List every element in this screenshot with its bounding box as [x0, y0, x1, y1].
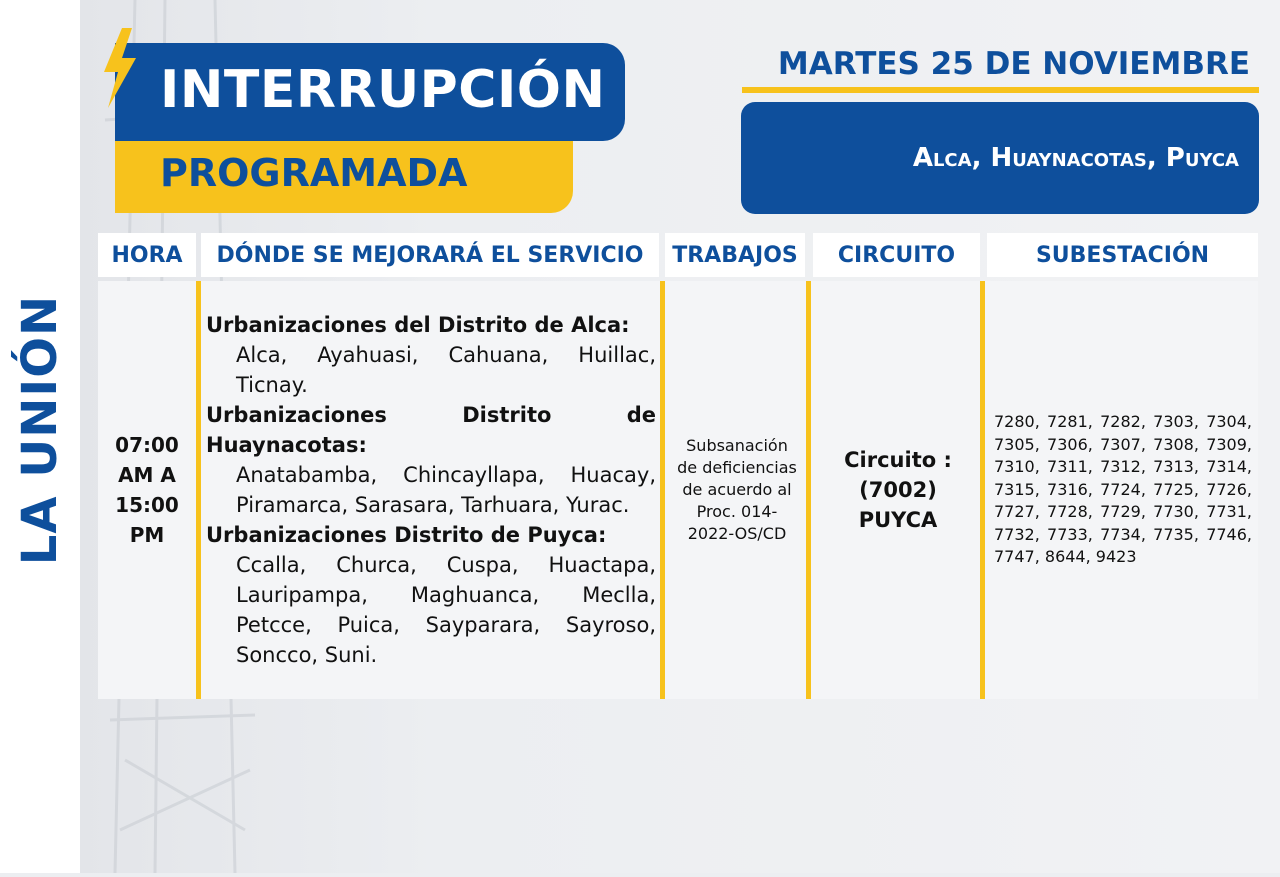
district-group-huaynacotas	[206, 400, 656, 520]
column-divider	[980, 281, 985, 699]
column-header-circuito: CIRCUITO	[813, 233, 980, 277]
column-divider	[196, 281, 201, 699]
region-label: LA UNIÓN	[12, 294, 68, 566]
lightning-bolt-icon	[100, 28, 140, 108]
places-label: Alca, Huaynacotas, Puyca	[912, 143, 1239, 173]
cell-donde	[206, 281, 656, 699]
column-header-donde: DÓNDE SE MEJORARÁ EL SERVICIO	[201, 233, 659, 277]
cell-subestacion	[992, 281, 1254, 699]
district-items: Anatabamba, Chincayllapa, Huacay, Piramarca, Sarasara, Tarhuara, Yurac.	[236, 463, 656, 517]
page-title: INTERRUPCIÓN	[160, 60, 606, 120]
cell-circuito	[818, 281, 978, 699]
district-title: Urbanizaciones del Distrito de Alca:	[206, 313, 630, 337]
column-header-trabajos: TRABAJOS	[665, 233, 805, 277]
region-vertical-title	[0, 230, 80, 630]
date-underline	[742, 87, 1259, 93]
column-divider	[806, 281, 811, 699]
date-label: MARTES 25 DE NOVIEMBRE	[777, 46, 1250, 82]
district-group-puyca	[206, 520, 656, 670]
district-items: Ccalla, Churca, Cuspa, Huactapa, Lauripampa, Maghuanca, Meclla, Petcce, Puica, Sayparara, Sayroso, Soncco, Suni.	[236, 553, 656, 667]
district-items: Alca, Ayahuasi, Cahuana, Huillac, Ticnay.	[236, 343, 656, 397]
subestacion-value: 7280, 7281, 7282, 7303, 7304, 7305, 7306, 7307, 7308, 7309, 7310, 7311, 7312, 7313, 7314, 7315, 7316, 7724, 7725, 7726, 7727, 7728, 7729, 7730, 7731, 7732, 7733, 7734, 7735, 7746, 7747, 8644, 9423	[994, 412, 1252, 567]
column-header-subestacion: SUBESTACIÓN	[987, 233, 1258, 277]
district-title: Urbanizaciones Distrito de Huaynacotas:	[206, 403, 656, 457]
cell-hora	[98, 281, 196, 699]
column-divider	[660, 281, 665, 699]
page-subtitle: PROGRAMADA	[160, 151, 468, 195]
cell-trabajos	[671, 281, 803, 699]
hora-value: 07:00 AM A 15:00 PM	[115, 433, 179, 547]
district-group-alca	[206, 310, 656, 400]
trabajos-value: Subsanación de deficiencias de acuerdo al Proc. 014-2022-OS/CD	[677, 436, 797, 543]
places-banner	[741, 102, 1259, 214]
circuito-value: Circuito : (7002) PUYCA	[844, 448, 952, 532]
district-title: Urbanizaciones Distrito de Puyca:	[206, 523, 607, 547]
column-header-hora: HORA	[98, 233, 196, 277]
